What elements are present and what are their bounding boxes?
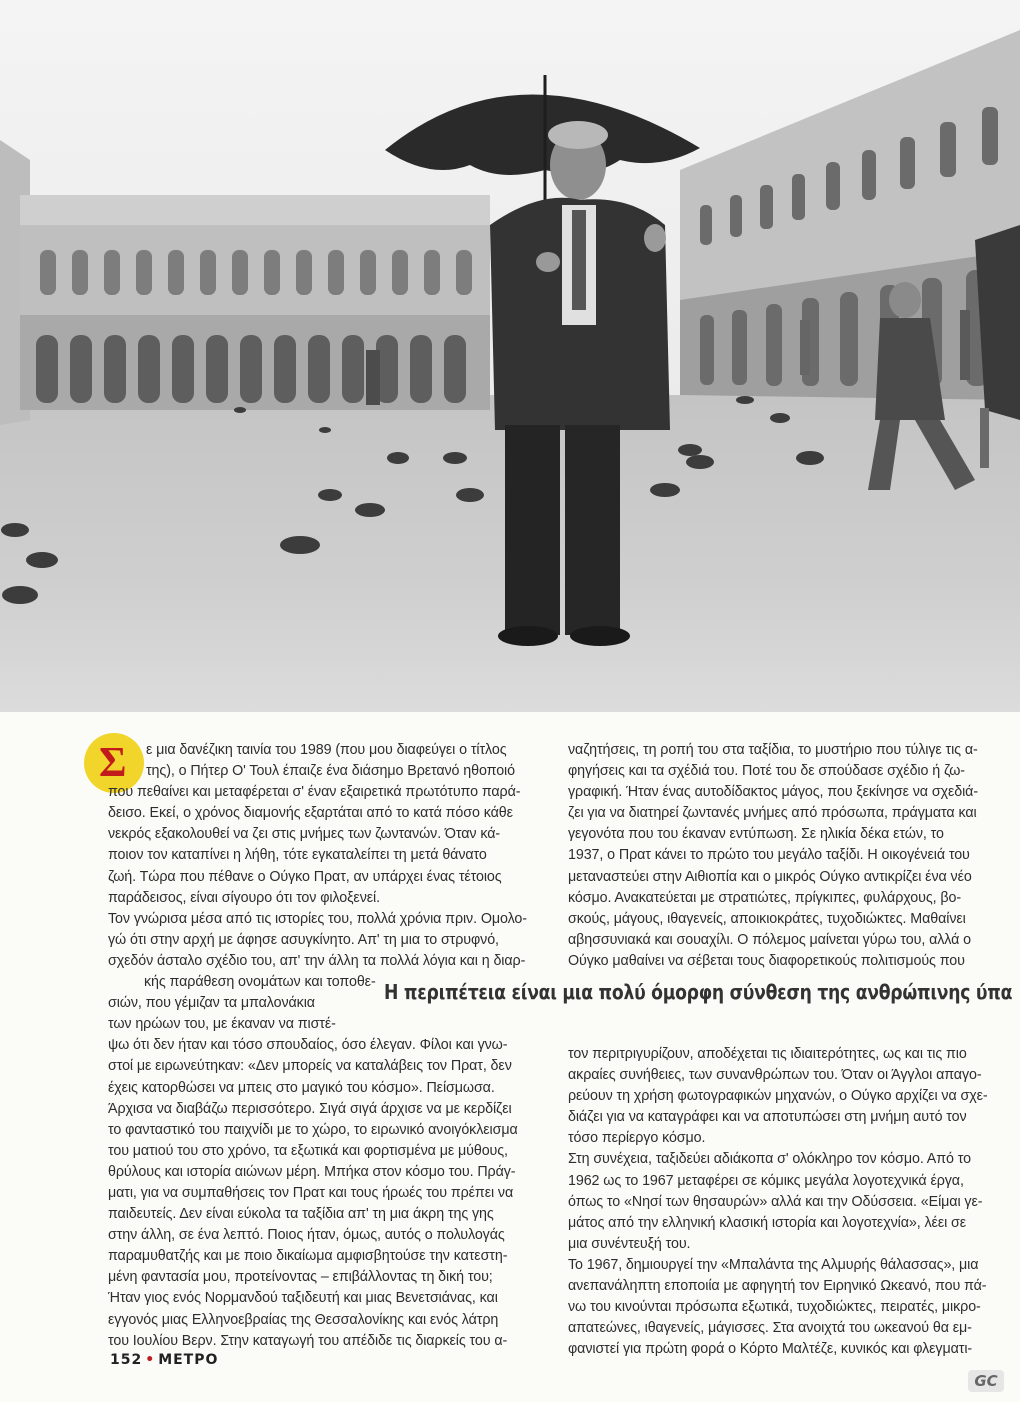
text-line: 1937, ο Πρατ κάνει το πρώτο του μεγάλο ταξίδι. Η οικογένειά του <box>568 847 970 864</box>
text-line: στοί με ειρωνεύτηκαν: «Δεν μπορείς να καταλάβεις τον Πρατ, δεν <box>108 1058 512 1075</box>
text-line: ναζητήσεις, τη ροπή του στα ταξίδια, το μυστήριο που τύλιγε τις α- <box>568 742 978 758</box>
text-line: το φανταστικό του παιχνίδι με το χώρο, το ειρωνικό ανοιγόκλεισμα <box>108 1121 518 1138</box>
text-line: στην άλλη, σε ένα λεπτό. Ποιος ήταν, όμως, αυτός ο πολυλογάς <box>108 1227 505 1244</box>
text-line: Ούγκο μαθαίνει να σέβεται τους διαφορετικούς πολιτισμούς που <box>568 952 965 969</box>
text-line: Στη συνέχεια, ταξιδεύει αδιάκοπα σ' ολόκληρο τον κόσμο. Από το <box>568 1151 971 1168</box>
text-line: κής παράθεση ονομάτων και τοποθε- <box>144 974 376 991</box>
text-line: μένη φαντασία μου, προτείνοντας – επιβάλλοντας τη δική του; <box>108 1269 493 1286</box>
text-line: όπως το «Νησί των θησαυρών» αλλά και την Οδύσσεια. «Είμαι γε- <box>568 1193 983 1210</box>
text-line: παραμυθατζής και με ποιο δικαίωμα αμφισβητούσε την κατεστη- <box>108 1248 508 1265</box>
text-line: κόσμο. Ανακατεύεται με στρατιώτες, πρίγκιπες, φυλάρχους, βο- <box>568 889 961 906</box>
text-line: Το 1967, δημιουργεί την «Μπαλάντα της Αλμυρής θάλασσας», μια <box>568 1256 979 1273</box>
text-line: που πεθαίνει και μεταφέρεται σ' έναν εξαιρετικά πρωτότυπο παρά- <box>108 784 521 801</box>
text-line: διάζει για να καταγράφει και να αποτυπώσει στη μνήμη αυτό τον <box>568 1109 967 1126</box>
text-line: αβησσυνιακά και σουαχίλι. Ο πόλεμος μαίνεται γύρω του, αλλά ο <box>568 931 972 948</box>
text-line: ποιον τον καταπίνει η λήθη, τότε εγκαταλείπει τη μετά θάνατο <box>108 847 487 864</box>
text-line: των ηρώων του, με έκαναν να πιστέ- <box>108 1016 336 1033</box>
text-line: ψω ότι δεν ήταν και τόσο σπουδαίος, όσο έλεγαν. Φίλοι και γνω- <box>108 1037 508 1054</box>
article-column-2 <box>568 740 986 972</box>
text-line: ακραίες συνήθειες, των συνανθρώπων του. Όταν οι Άγγλοι απαγο- <box>568 1067 982 1084</box>
dropcap-letter: Σ <box>99 740 127 786</box>
magazine-name: ΜΕΤΡΟ <box>158 1352 219 1368</box>
text-line: Ήταν γιος ενός Νορμανδού ταξιδευτή και μιας Βενετσιάνας, και <box>108 1290 498 1307</box>
pull-quote: Η περιπέτεια είναι μια πολύ όμορφη σύνθεση της ανθρώπινης ύπα <box>384 980 1013 1004</box>
text-line: ζωή. Τώρα που πέθανε ο Ούγκο Πρατ, αν υπάρχει ένας τέτοιος <box>108 868 502 885</box>
text-line: θρύλους και ιστορία αιώνων μέρη. Μπήκα στον κόσμο του. Πράγ- <box>108 1163 516 1180</box>
text-line: σχεδόν άσταλο σχέδιο του, απ' την άλλη τα πολλά λόγια και η διαρ- <box>108 952 526 969</box>
text-line: ζει για να διατηρεί ζωντανές μνήμες από πρόσωπα, πράγματα και <box>568 805 977 822</box>
article-column-1 <box>108 740 532 1352</box>
text-line: του Ιουλίου Βερν. Στην καταγωγή του απέδιδε τις διαρκείς του α- <box>108 1332 508 1349</box>
text-line: της), ο Πήτερ Ο' Τουλ έπαιζε ένα διάσημο Βρετανό ηθοποιό <box>146 763 515 780</box>
text-line: παράδεισος, είναι σίγουρο ότι τον φιλοξενεί. <box>108 889 380 906</box>
text-line: ανεπανάληπτη εποποιία με αφηγητή τον Ειρηνικό Ωκεανό, που πά- <box>568 1278 987 1295</box>
text-line: σιών, που γέμιζαν τα μπαλονάκια <box>108 995 315 1012</box>
text-line: εγγονός μιας Ελληνοεβραίας της Θεσσαλονίκης και ενός λάτρη <box>108 1311 499 1328</box>
text-line: νω του κινούνται πρόσωπα εξωτικά, τυχοδιώκτες, πειρατές, μικρο- <box>568 1299 981 1316</box>
text-line: έχεις κατορθώσει να μπεις στο μαγικό του κόσμο». Πείσμωσα. <box>108 1079 495 1096</box>
footer-dot: • <box>145 1352 156 1368</box>
text-line: τον περιτριγυρίζουν, αποδέχεται τις ιδιαιτερότητες, ως και τις πιο <box>568 1046 967 1062</box>
text-line: μεταναστεύει στην Αιθιοπία και ο μικρός Ούγκο αντικρίζει ένα νέο <box>568 868 972 885</box>
text-line: σκούς, μάγους, ιθαγενείς, αποικιοκράτες, τυχοδιώκτες. Μαθαίνει <box>568 910 966 927</box>
text-line: μια συνέντευξή του. <box>568 1235 691 1252</box>
text-line: Τον γνώρισα μέσα από τις ιστορίες του, πολλά χρόνια πριν. Ομολο- <box>108 910 527 927</box>
text-line: γραφική. Ήταν ένας αυτοδίδακτος μάγος, που ξεκίνησε να σχεδιά- <box>568 784 979 801</box>
text-line: Άρχισα να διαβάζω περισσότερο. Σιγά σιγά άρχισε να με κερδίζει <box>108 1100 512 1117</box>
text-line: φανιστεί για πρώτη φορά ο Κόρτο Μαλτέζε, κυνικός και φλεγματι- <box>568 1341 973 1358</box>
text-line: ματι, για να συμπαθήσεις τον Πρατ και τους ήρωές του πρέπει να <box>108 1184 514 1201</box>
article-column-2-continued <box>568 1044 986 1360</box>
text-line: γεγονότα που του έκαναν εντύπωση. Σε ηλικία δέκα ετών, το <box>568 826 944 843</box>
text-line: γώ ότι στην αρχή με άφησε ασυγκίνητο. Απ' τη μια το στρυφνό, <box>108 931 499 948</box>
watermark-logo: GC <box>968 1370 1004 1392</box>
text-line: απατεώνες, ιθαγενείς, μάγισσες. Στα ανοιχτά του ωκεανού θα εμ- <box>568 1320 972 1337</box>
text-line: 1962 ως το 1967 μεταφέρει σε κόμικς μεγάλα λογοτεχνικά έργα, <box>568 1172 964 1189</box>
text-line: νεκρός εξακολουθεί να ζει στις μνήμες των ζωντανών. Όταν κά- <box>108 826 501 843</box>
text-line: του ματιού του στο χρόνο, τα εξωτικά και φορτισμένα με μύθους, <box>108 1142 508 1159</box>
text-line: παιδευτείς. Δεν είναι εύκολα τα ταξίδια απ' τη μια άκρη της γης <box>108 1206 494 1223</box>
text-line: φηγήσεις και τα σχέδιά του. Ποτέ του δε σπούδασε σχέδιο ή ζω- <box>568 763 965 780</box>
text-line: ε μια δανέζικη ταινία του 1989 (που μου διαφεύγει ο τίτλος <box>146 742 507 758</box>
page-number: 152 <box>110 1352 143 1368</box>
text-line: τόσο περίεργο κόσμο. <box>568 1130 706 1147</box>
text-line: ρεύουν τη χρήση φωτογραφικών μηχανών, ο Ούγκο αρχίζει να σχε- <box>568 1088 988 1105</box>
text-line: μάτος από την ελληνική κλασική ιστορία και λογοτεχνία», λέει σε <box>568 1214 967 1231</box>
text-line: δεισο. Εκεί, ο χρόνος διαμονής εξαρτάται από το κατά πόσο κάθε <box>108 805 513 822</box>
page-footer <box>110 1352 218 1368</box>
